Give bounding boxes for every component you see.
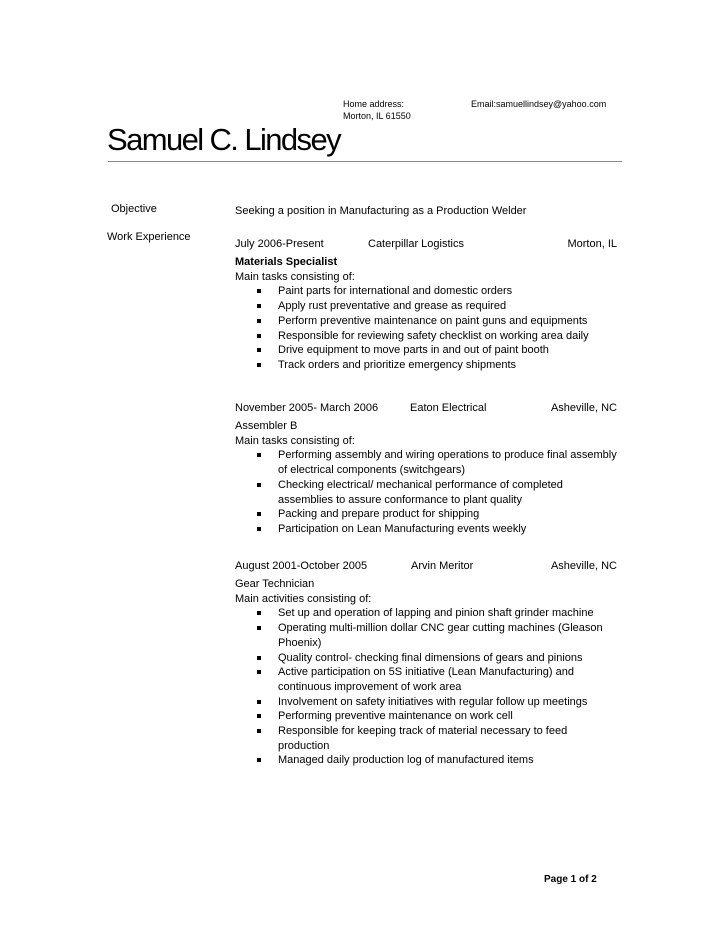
job-dates: August 2001-October 2005 xyxy=(235,560,368,572)
bullet-icon xyxy=(257,348,261,352)
page-number: Page 1 of 2 xyxy=(544,874,597,885)
bullet-icon xyxy=(257,453,261,457)
bullet-icon xyxy=(257,714,261,718)
job-title: Assembler B xyxy=(235,420,298,432)
job-intro: Main activities consisting of: xyxy=(235,592,372,605)
job-intro: Main tasks consisting of: xyxy=(235,270,355,283)
bullet-icon xyxy=(257,363,261,367)
task-item: Active participation on 5S initiative (Lean Manufacturing) and continuous improvement of work area xyxy=(235,665,620,694)
task-item: Responsible for keeping track of material necessary to feed production xyxy=(235,724,620,753)
task-item: Track orders and prioritize emergency shipments xyxy=(235,358,620,373)
task-list xyxy=(235,606,620,768)
job-intro: Main tasks consisting of: xyxy=(235,434,355,447)
task-item: Managed daily production log of manufactured items xyxy=(235,753,620,768)
bullet-icon xyxy=(257,334,261,338)
bullet-icon xyxy=(257,319,261,323)
work-experience-label: Work Experience xyxy=(107,231,191,243)
bullet-icon xyxy=(257,626,261,630)
job-dates: July 2006-Present xyxy=(235,238,324,250)
task-item: Operating multi-million dollar CNC gear cutting machines (Gleason Phoenix) xyxy=(235,621,620,650)
bullet-icon xyxy=(257,611,261,615)
job-company: Eaton Electrical xyxy=(410,402,487,414)
job-company: Caterpillar Logistics xyxy=(368,238,464,250)
candidate-name: Samuel C. Lindsey xyxy=(107,122,340,157)
job-entry xyxy=(235,237,620,373)
task-item: Set up and operation of lapping and pinion shaft grinder machine xyxy=(235,606,620,621)
bullet-icon xyxy=(257,670,261,674)
job-location: Asheville, NC xyxy=(550,560,617,572)
task-list xyxy=(235,284,620,372)
task-item: Drive equipment to move parts in and out of paint booth xyxy=(235,343,620,358)
task-item: Apply rust preventative and grease as required xyxy=(235,299,620,314)
bullet-icon xyxy=(257,304,261,308)
task-item: Checking electrical/ mechanical performance of completed assemblies to assure conformance to plant quality xyxy=(235,478,620,507)
bullet-icon xyxy=(257,483,261,487)
objective-label: Objective xyxy=(111,203,157,215)
task-list xyxy=(235,448,620,536)
task-item: Performing preventive maintenance on work cell xyxy=(235,709,620,724)
home-address-value: Morton, IL 61550 xyxy=(343,111,411,121)
bullet-icon xyxy=(257,527,261,531)
task-item: Quality control- checking final dimensions of gears and pinions xyxy=(235,651,620,666)
bullet-icon xyxy=(257,729,261,733)
job-title: Materials Specialist xyxy=(235,256,338,268)
job-title: Gear Technician xyxy=(235,578,315,590)
job-entry xyxy=(235,401,620,537)
task-item: Performing assembly and wiring operations to produce final assembly of electrical components (switchgears) xyxy=(235,448,620,477)
home-address-label: Home address: xyxy=(343,99,405,109)
job-location: Asheville, NC xyxy=(550,402,617,414)
bullet-icon xyxy=(257,656,261,660)
job-entry xyxy=(235,559,620,768)
task-item: Involvement on safety initiatives with regular follow up meetings xyxy=(235,695,620,710)
header-divider xyxy=(108,161,622,162)
task-item: Paint parts for international and domestic orders xyxy=(235,284,620,299)
job-location: Morton, IL xyxy=(567,238,617,250)
bullet-icon xyxy=(257,289,261,293)
bullet-icon xyxy=(257,758,261,762)
task-item: Packing and prepare product for shipping xyxy=(235,507,620,522)
job-company: Arvin Meritor xyxy=(411,560,474,572)
bullet-icon xyxy=(257,700,261,704)
objective-text: Seeking a position in Manufacturing as a Production Welder xyxy=(235,205,527,217)
task-item: Perform preventive maintenance on paint guns and equipments xyxy=(235,314,620,329)
bullet-icon xyxy=(257,512,261,516)
job-dates: November 2005- March 2006 xyxy=(235,402,379,414)
task-item: Participation on Lean Manufacturing events weekly xyxy=(235,522,620,537)
email-address: Email:samuellindsey@yahoo.com xyxy=(471,99,607,109)
task-item: Responsible for reviewing safety checklist on working area daily xyxy=(235,329,620,344)
